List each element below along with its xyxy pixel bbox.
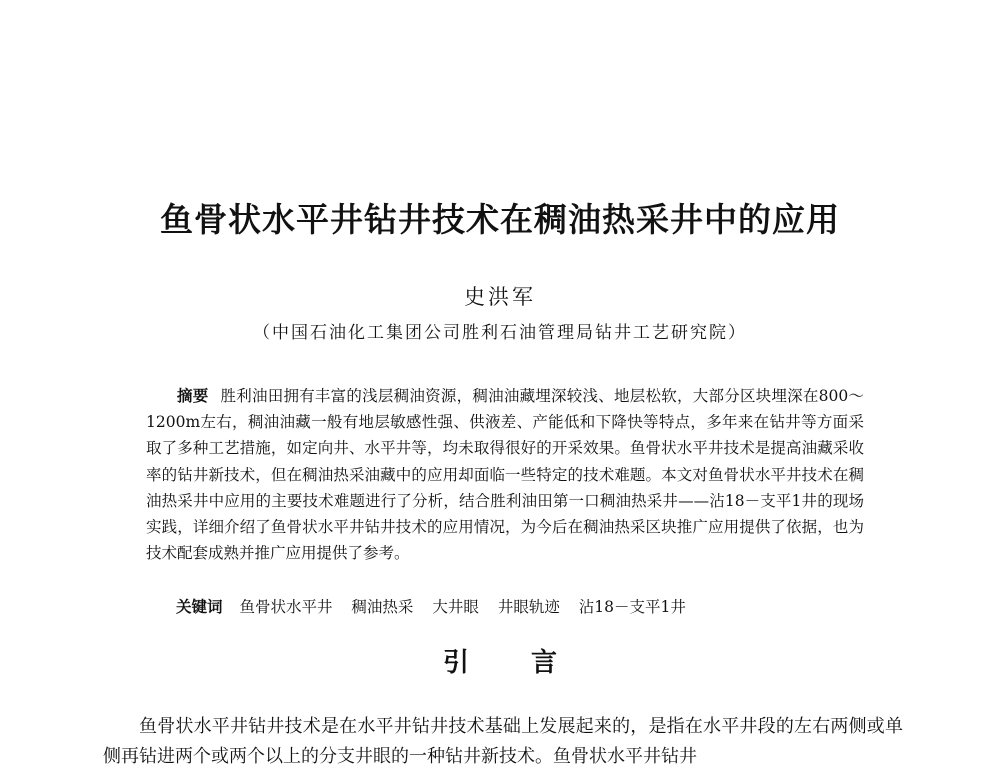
keywords-line: [176, 594, 876, 620]
abstract-paragraph: [146, 383, 864, 566]
keyword-item: 大井眼: [432, 598, 479, 616]
keyword-item: 稠油热采: [351, 598, 414, 616]
abstract-label: 摘要: [177, 387, 209, 405]
body-text: [103, 712, 903, 772]
author-name: 史洪军: [464, 285, 536, 309]
section-heading: 引言: [442, 648, 619, 678]
abstract-text: 胜利油田拥有丰富的浅层稠油资源，稠油油藏埋深较浅、地层松软，大部分区块埋深在800～1200m左右，稠油油藏一般有地层敏感性强、供液差、产能低和下降快等特点，多年来在钻井等方面采取了多种工艺措施，如定向井、水平井等，均未取得很好的开采效果。鱼骨状水平井技术是提高油藏采收率的钻井新技术，但在稠油热采油藏中的应用却面临一些特定的技术难题。本文对鱼骨状水平井技术在稠油热采井中应用的主要技术难题进行了分析，结合胜利油田第一口稠油热采井——沾18－支平1井的现场实践，详细介绍了鱼骨状水平井钻井技术的应用情况，为今后在稠油热采区块推广应用提供了依据，也为技术配套成熟并推广应用提供了参考。: [146, 387, 864, 563]
body-paragraph: 鱼骨状水平井钻井技术是在水平井钻井技术基础上发展起来的，是指在水平井段的左右两侧或单侧再钻进两个或两个以上的分支井眼的一种钻井新技术。鱼骨状水平井钻井: [103, 716, 903, 767]
paper-title: 鱼骨状水平井钻井技术在稠油热采井中的应用: [160, 200, 840, 239]
author-affiliation: （中国石油化工集团公司胜利石油管理局钻井工艺研究院）: [253, 323, 747, 343]
keyword-item: 沾18－支平1井: [578, 598, 686, 616]
abstract-block: [146, 383, 864, 566]
keywords-label: 关键词: [176, 598, 223, 616]
keyword-item: 鱼骨状水平井: [239, 598, 333, 616]
keyword-item: 井眼轨迹: [497, 598, 560, 616]
